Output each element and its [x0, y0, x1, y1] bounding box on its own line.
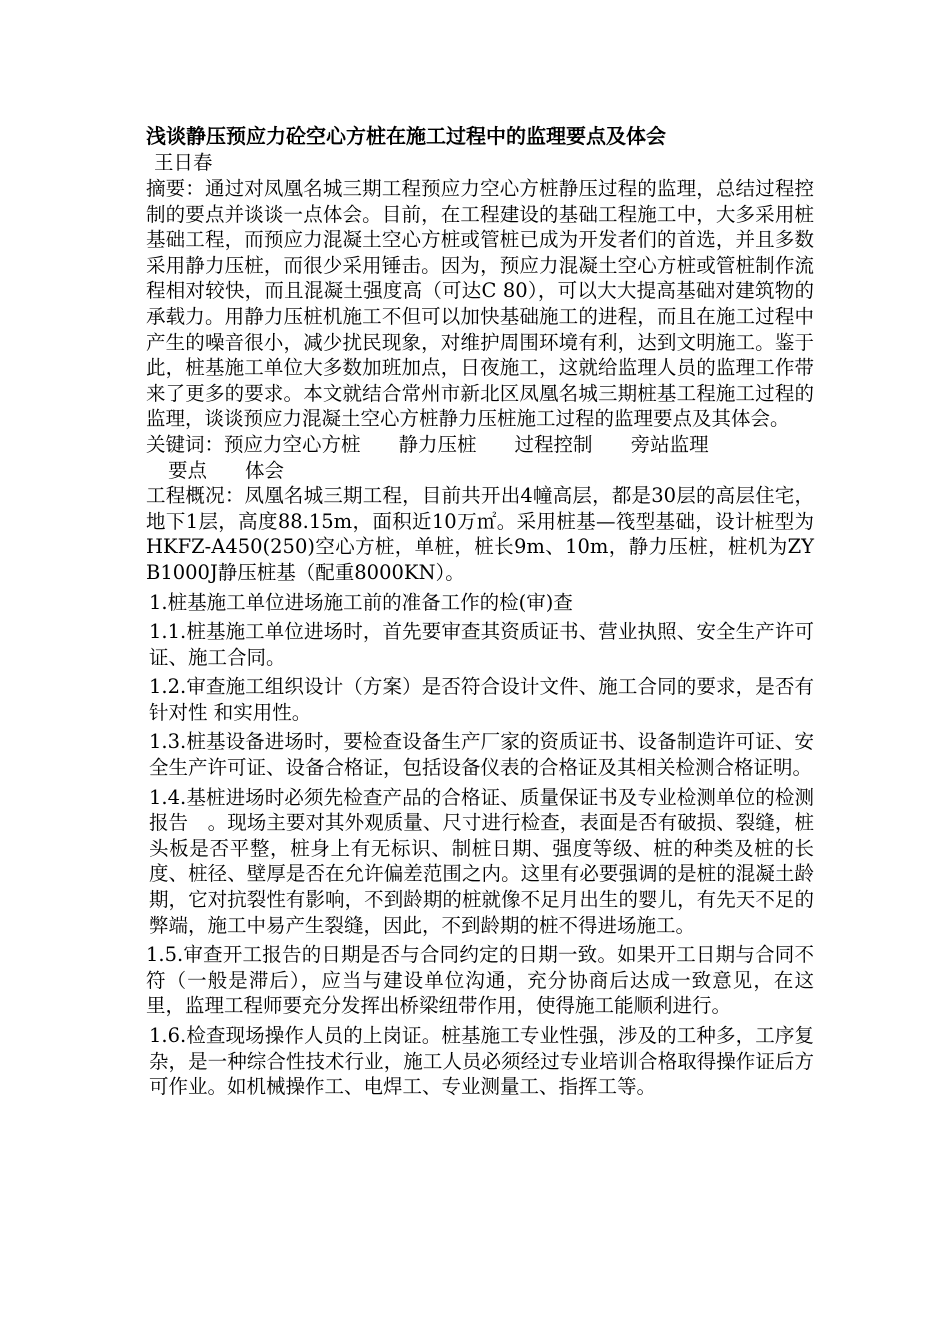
section-item: 1.1.桩基施工单位进场时，首先要审查其资质证书、营业执照、安全生产许可证、施工合同。: [149, 620, 814, 669]
keywords-label: 关键词：: [146, 432, 225, 456]
author-name: 王日春: [154, 151, 213, 174]
project-overview-paragraph: 工程概况：凤凰名城三期工程，目前共开出4幢高层，都是30层的高层住宅，地下1层，高度88.15m，面积近10万㎡。采用桩基—筏型基础，设计桩型为HKFZ-A450(250)空心方桩，单桩，桩长9m、10m，静力压桩，桩机为ZYB1000J静压桩基（配重8000KN）。: [146, 484, 814, 584]
document-title: 浅谈静压预应力砼空心方桩在施工过程中的监理要点及体会: [146, 124, 666, 148]
keyword-item: 旁站监理: [630, 432, 709, 456]
section-item: 1.5.审查开工报告的日期是否与合同约定的日期一致。如果开工日期与合同不符（一般是滞后），应当与建设单位沟通，充分协商后达成一致意见，在这里，监理工程师要充分发挥出桥梁纽带作用，使得施工能顺利进行。: [146, 943, 814, 1018]
keyword-item: 过程控制: [514, 432, 593, 456]
document-page: [146, 122, 814, 1100]
keyword-item: 体会: [245, 458, 285, 482]
section-heading: 1.桩基施工单位进场施工前的准备工作的检(审)查: [149, 590, 573, 614]
keyword-item: 要点: [168, 458, 208, 482]
section-item: 1.3.桩基设备进场时，要检查设备生产厂家的资质证书、设备制造许可证、安全生产许可证、设备合格证，包括设备仪表的合格证及其相关检测合格证明。: [149, 730, 814, 780]
keyword-item: 静力压桩: [398, 432, 477, 456]
keyword-item: 预应力空心方桩: [224, 432, 361, 456]
keywords-line: [146, 432, 814, 483]
abstract-paragraph: 摘要：通过对凤凰名城三期工程预应力空心方桩静压过程的监理，总结过程控制的要点并谈谈一点体会。目前，在工程建设的基础工程施工中，大多采用桩基础工程，而预应力混凝土空心方桩或管桩已成为开发者们的首选，并且多数采用静力压桩，而很少采用锤击。因为，预应力混凝土空心方桩或管桩制作流程相对较快，而且混凝土强度高（可达C 80），可以大大提高基础对建筑物的承载力。用静力压桩机施工不但可以加快基础施工的进程，而且在施工过程中产生的噪音很小，减少扰民现象，对维护周围环境有利，达到文明施工。鉴于此，桩基施工单位大多数加班加点，日夜施工，这就给监理人员的监理工作带来了更多的要求。本文就结合常州市新北区凤凰名城三期桩基工程施工过程的监理，谈谈预应力混凝土空心方桩静力压桩施工过程的监理要点及其体会。: [146, 177, 814, 431]
section-item: 1.4.基桩进场时必须先检查产品的合格证、质量保证书及专业检测单位的检测报告 。现场主要对其外观质量、尺寸进行检查，表面是否有破损、裂缝，桩头板是否平整，桩身上有无标识、制桩日期、强度等级、桩的种类及桩的长度、桩径、壁厚是否在允许偏差范围之内。这里有必要强调的是桩的混凝土龄期，它对抗裂性有影响，不到龄期的桩就像不足月出生的婴儿，有先天不足的弊端，施工中易产生裂缝，因此，不到龄期的桩不得进场施工。: [149, 785, 814, 937]
section-item: 1.2.审查施工组织设计（方案）是否符合设计文件、施工合同的要求，是否有针对性 和实用性。: [149, 675, 814, 724]
section-item: 1.6.检查现场操作人员的上岗证。桩基施工专业性强，涉及的工种多，工序复杂，是一种综合性技术行业，施工人员必须经过专业培训合格取得操作证后方可作业。如机械操作工、电焊工、专业测量工、指挥工等。: [149, 1024, 814, 1099]
